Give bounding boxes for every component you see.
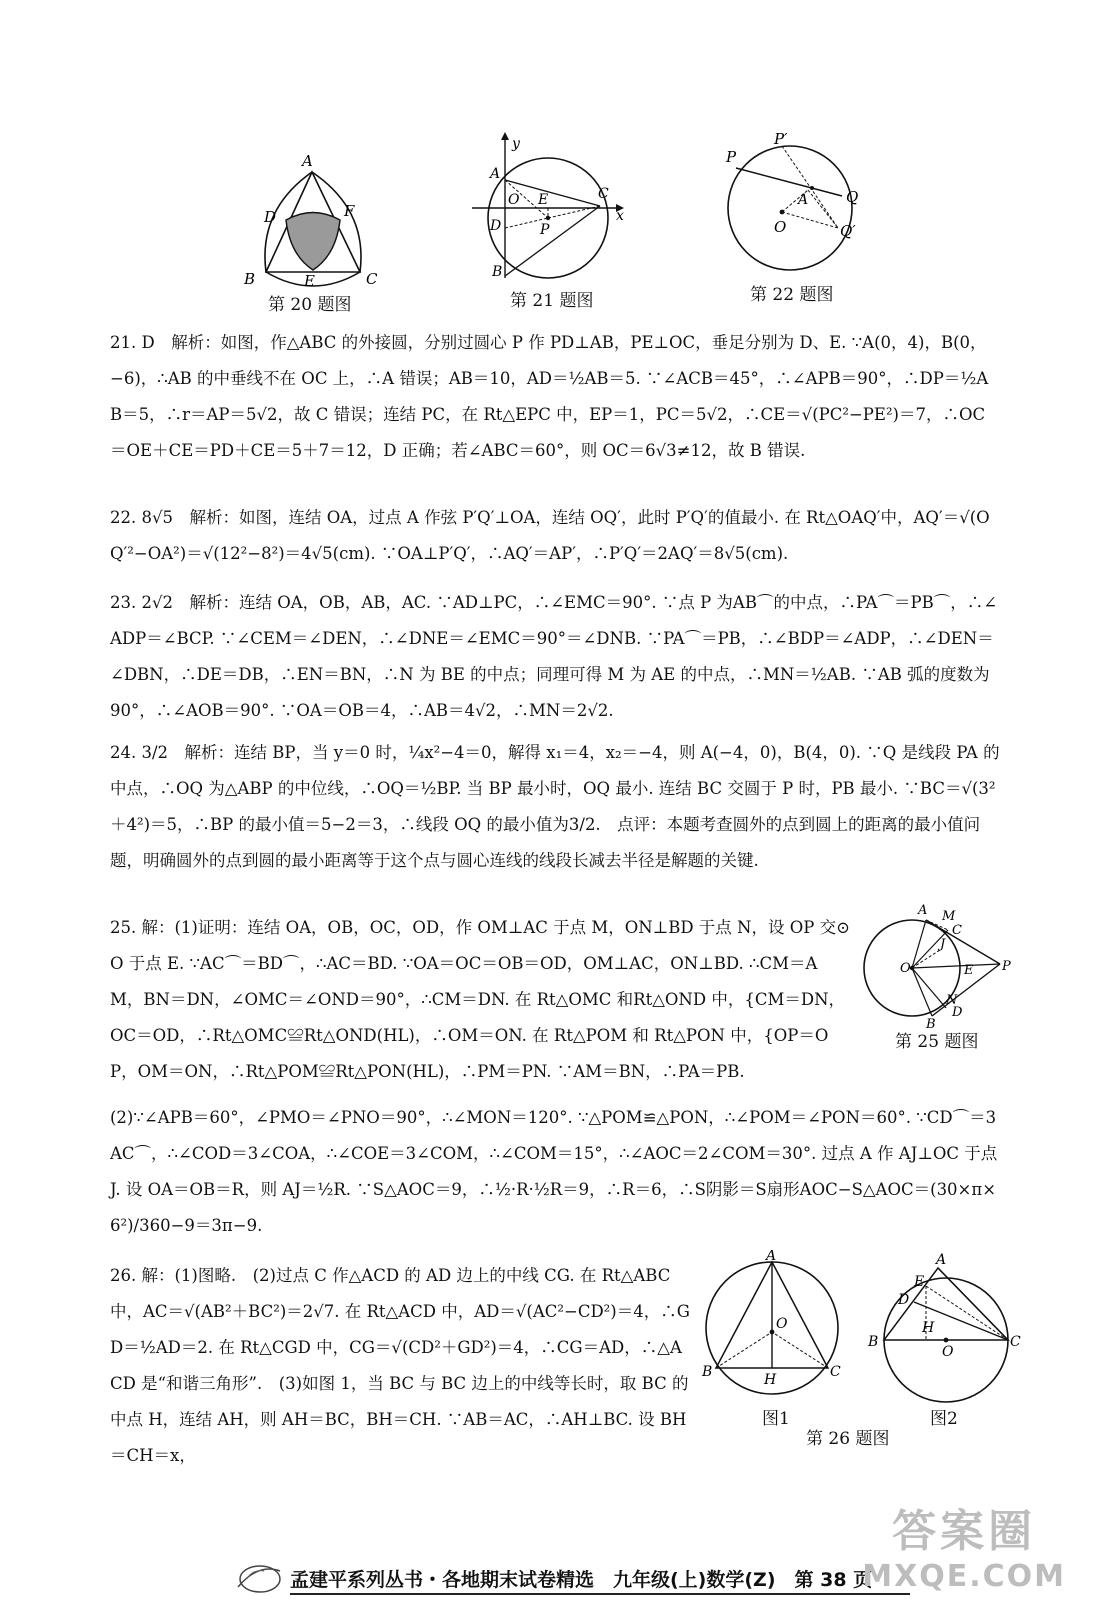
fig25-label-D: D — [952, 1005, 963, 1020]
solution-22: 22. 8√5 解析：如图，连结 OA，过点 A 作弦 P′Q′⊥OA，连结 OQ′，此时 P′Q′的值最小. 在 Rt△OAQ′中，AQ′＝√(OQ′²−OA²)＝√(12²−8²)＝4√5(cm). ∵OA⊥P′Q′，∴AQ′＝AP′，∴P′Q′＝2AQ′＝8√5(cm). — [110, 508, 990, 563]
figure-21 — [460, 128, 630, 288]
solution-23: 23. 2√2 解析：连结 OA，OB，AB，AC. ∵AD⊥PC，∴∠EMC＝90°. ∵点 P 为AB⌒的中点，∴PA⌒＝PB⌒，∴∠ADP＝∠BCP. ∵∠CEM＝∠DEN，∴∠DNE＝∠EMC＝90°＝∠DNB. ∵PA⌒＝PB，∴∠BDP＝∠ADP，∴∠DEN＝∠DBN，∴DE＝DB，∴EN＝BN，∴N 为 BE 的中点；同理可得 M 为 AE 的中点，∴MN＝½AB. ∵AB 弧的度数为 90°，∴∠AOB＝90°. ∵OA＝OB＝4，∴AB＝4√2，∴MN＝2√2. — [110, 593, 998, 720]
fig21-label-C: C — [598, 186, 609, 202]
fig21-label-A: A — [490, 166, 501, 182]
fig20-label-E: E — [304, 272, 315, 290]
fig26-1-label-B: B — [702, 1364, 713, 1380]
fig22-label-Qprime: Q′ — [840, 222, 856, 240]
fig26-1-label-A: A — [766, 1250, 777, 1264]
fig22-label-Pprime: P′ — [774, 130, 788, 148]
fig20-label-A: A — [302, 152, 313, 170]
fig21-label-y: y — [512, 136, 520, 152]
watermark-title: 答案圈 — [892, 1506, 1037, 1557]
fig25-label-J: J — [940, 937, 946, 952]
solution-25-part2: (2)∵∠APB＝60°，∠PMO＝∠PNO＝90°，∴∠MON＝120°. ∵△POM≌△PON，∴∠POM＝∠PON＝60°. ∵CD⌒＝3AC⌒，∴∠COD＝3∠COA，∴∠COE＝3∠COM，∴∠COM＝15°，∴∠AOC＝2∠COM＝30°. 过点 A 作 AJ⊥OC 于点 J. 设 OA＝OB＝R，则 AJ＝½R. ∵S△AOC＝9，∴½·R·½R＝9，∴R＝6，∴S阴影＝S扇形AOC−S△AOC＝(30×π×6²)/360−9＝3π−9. — [110, 1108, 1003, 1235]
fig21-label-D: D — [490, 218, 502, 234]
fig21-label-B: B — [492, 264, 503, 280]
figure-22 — [712, 130, 882, 280]
footer-text: 孟建平系列丛书・各地期末试卷精选 九年级(上)数学(Z) 第 38 页 — [290, 1569, 873, 1591]
fig26-2-label-H: H — [922, 1320, 935, 1336]
fig26-1-label-O: O — [776, 1316, 788, 1332]
fig21-label-O: O — [508, 192, 520, 208]
fig25-label-N: N — [946, 993, 958, 1008]
solution-21: 21. D 解析：如图，作△ABC 的外接圆，分别过圆心 P 作 PD⊥AB，PE⊥OC，垂足分别为 D、E. ∵A(0，4)，B(0，−6)，∴AB 的中垂线不在 OC 上，∴A 错误；AB＝10，AD＝½AB＝5. ∵∠ACB＝45°，∴∠APB＝90°，∴DP＝½AB＝5，∴r＝AP＝5√2，故 C 错误；连结 PC，在 Rt△EPC 中，EP＝1，PC＝5√2，∴CE＝√(PC²−PE²)＝7，∴OC＝OE＋CE＝PD＋CE＝5＋7＝12，D 正确；若∠ABC＝60°，则 OC＝6√3≠12，故 B 错误. — [110, 333, 989, 460]
figure-20-caption: 第 20 题图 — [268, 295, 352, 315]
fig25-label-E: E — [964, 963, 974, 978]
fig25-label-B: B — [926, 1017, 936, 1030]
figure-26-sub2: 图2 — [930, 1409, 958, 1429]
footer-rule — [290, 1593, 910, 1595]
figure-20 — [240, 150, 400, 290]
fig26-2-label-D: D — [898, 1292, 910, 1308]
figure-22-caption: 第 22 题图 — [750, 285, 834, 305]
figure-21-caption: 第 21 题图 — [510, 291, 594, 311]
solution-24: 24. 3/2 解析：连结 BP，当 y＝0 时，¼x²−4＝0，解得 x₁＝4，x₂＝−4，则 A(−4，0)，B(4，0). ∵Q 是线段 PA 的中点，∴OQ 为△ABP 的中位线，∴OQ＝½BP. 当 BP 最小时，OQ 最小. 连结 BC 交圆于 P 时，PB 最小. ∵BC＝√(3²＋4²)＝5，∴BP 的最小值＝5−2＝3，∴线段 OQ 的最小值为3/2. 点评：本题考查圆外的点到圆上的距离的最小值问题，明确圆外的点到圆的最小距离等于这个点与圆心连线的线段长减去半径是解题的关键. — [110, 743, 1000, 870]
figure-25-caption: 第 25 题图 — [895, 1032, 979, 1052]
figure-26-1 — [700, 1250, 850, 1410]
leaf-logo-icon — [230, 1557, 286, 1597]
fig20-label-C: C — [366, 270, 378, 288]
fig25-label-P: P — [1002, 959, 1011, 974]
fig20-label-B: B — [244, 270, 256, 288]
fig22-label-Q: Q — [846, 188, 859, 206]
fig20-label-F: F — [344, 202, 355, 220]
fig25-label-O: O — [900, 961, 911, 976]
solution-26: 26. 解：(1)图略. (2)过点 C 作△ACD 的 AD 边上的中线 CG. 在 Rt△ABC 中，AC＝√(AB²＋BC²)＝2√7. 在 Rt△ACD 中，AD＝√(AC²−CD²)＝4，∴GD＝½AD＝2. 在 Rt△CGD 中，CG＝√(CD²＋GD²)＝4，∴CG＝AD，∴△ACD 是“和谐三角形”. (3)如图 1，当 BC 与 BC 边上的中线等长时，取 BC 的中点 H，连结 AH，则 AH＝BC，BH＝CH. ∵AB＝AC，∴AH⊥BC. 设 BH＝CH＝x， — [110, 1266, 690, 1465]
watermark-url: MXQE.COM — [862, 1559, 1066, 1594]
fig21-label-x: x — [616, 208, 624, 224]
figure-26-2 — [866, 1250, 1026, 1410]
fig26-2-label-B: B — [868, 1334, 879, 1350]
fig20-label-D: D — [264, 208, 277, 226]
watermark — [862, 1495, 1066, 1594]
fig22-label-O: O — [774, 218, 787, 236]
fig26-1-label-H: H — [764, 1372, 777, 1388]
fig26-2-label-C: C — [1010, 1334, 1021, 1350]
page-footer — [230, 1565, 930, 1595]
solution-25-part1: 25. 解：(1)证明：连结 OA，OB，OC，OD，作 OM⊥AC 于点 M，ON⊥BD 于点 N，设 OP 交⊙O 于点 E. ∵AC⌒＝BD⌒，∴AC＝BD. ∵OA＝OC＝OB＝OD，OM⊥AC，ON⊥BD. ∴CM＝AM，BN＝DN，∠OMC＝∠OND＝90°，∴CM＝DN. 在 Rt△OMC 和Rt△OND 中，{CM＝DN，OC＝OD，∴Rt△OMC≌Rt△OND(HL)，∴OM＝ON. 在 Rt△POM 和 Rt△PON 中，{OP＝OP，OM＝ON，∴Rt△POM≌Rt△PON(HL)，∴PM＝PN. ∵AM＝BN，∴PA＝PB. — [110, 918, 850, 1081]
fig22-label-P: P — [726, 148, 737, 166]
fig21-label-P: P — [540, 222, 550, 238]
fig26-2-label-E: E — [914, 1274, 925, 1290]
fig26-2-label-A: A — [936, 1252, 947, 1268]
figure-26-sub1: 图1 — [762, 1409, 790, 1429]
fig25-label-M: M — [942, 909, 956, 924]
fig26-1-label-C: C — [830, 1364, 841, 1380]
fig25-label-A: A — [918, 903, 928, 918]
fig26-2-label-O: O — [942, 1344, 954, 1360]
fig22-label-A: A — [798, 192, 809, 208]
figure-25 — [860, 900, 1020, 1030]
figure-26-caption: 第 26 题图 — [806, 1429, 890, 1449]
fig21-label-E: E — [538, 192, 549, 208]
fig25-label-C: C — [952, 923, 962, 938]
